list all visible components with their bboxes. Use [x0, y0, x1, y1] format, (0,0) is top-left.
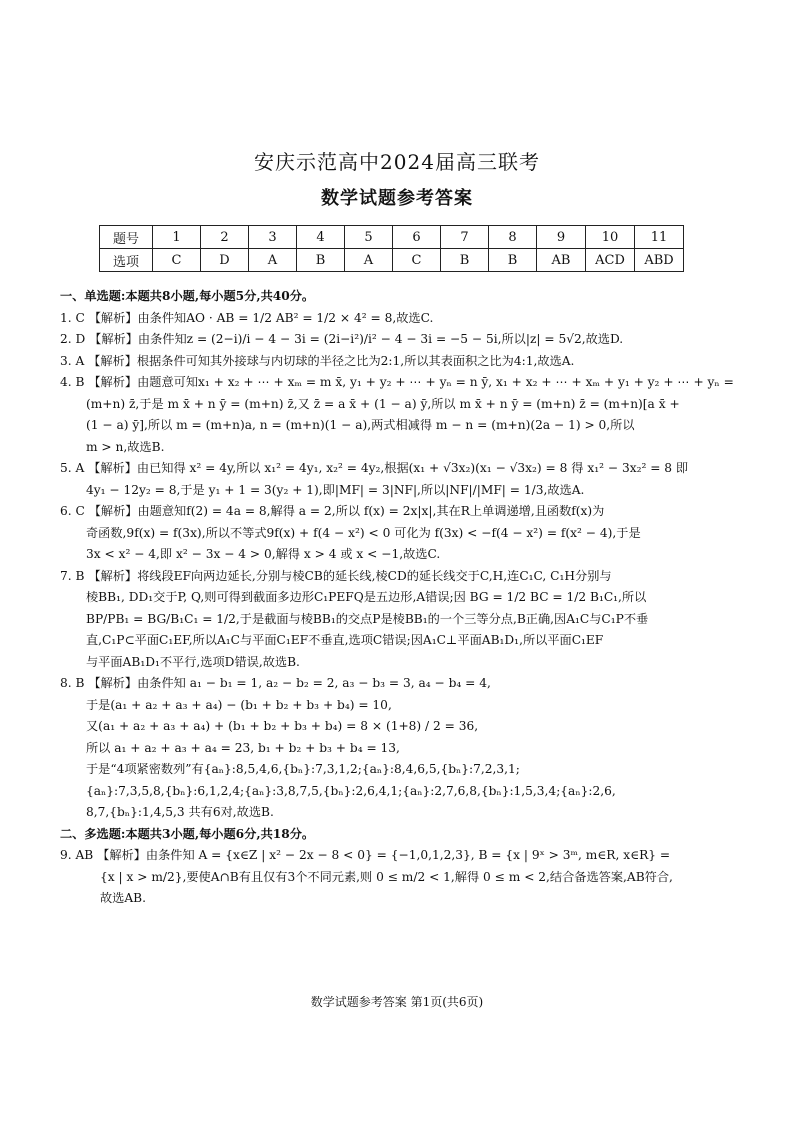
solution-line: 5. A 【解析】由已知得 x² = 4y,所以 x₁² = 4y₁, x₂² = 4y₂,根据(x₁ + √3x₂)(x₁ − √3x₂) = 8 得 x₁² − 3x₂² = 8 即 — [60, 461, 689, 475]
solution-line: 3x < x² − 4,即 x² − 3x − 4 > 0,解得 x > 4 或 x < −1,故选C. — [86, 547, 441, 561]
table-cell: 5 — [345, 226, 393, 249]
solution-line: 奇函数,9f(x) = f(3x),所以不等式9f(x) + f(4 − x²) < 0 可化为 f(3x) < −f(4 − x²) = f(x² − 4),于是 — [86, 525, 641, 540]
table-cell: 6 — [393, 226, 441, 249]
solution-line: 8. B 【解析】由条件知 a₁ − b₁ = 1, a₂ − b₂ = 2, a₃ − b₃ = 3, a₄ − b₄ = 4, — [60, 676, 491, 690]
table-cell: 10 — [586, 226, 635, 249]
solution-line: 7. B 【解析】将线段EF向两边延长,分别与棱CB的延长线,棱CD的延长线交于C,H,连C₁C, C₁H分别与 — [60, 568, 612, 583]
solution-q6 — [60, 501, 740, 566]
table-cell: 7 — [441, 226, 489, 249]
table-cell: A — [345, 249, 393, 272]
solution-q2: 2. D 【解析】由条件知z = (2−i)/i − 4 − 3i = (2i−i²)/i² − 4 − 3i = −5 − 5i,所以|z| = 5√2,故选D. — [60, 332, 624, 346]
section-heading-single-choice: 一、单选题:本题共8小题,每小题5分,共40分。 — [60, 289, 315, 303]
solution-q4 — [60, 372, 740, 458]
solution-line: 又(a₁ + a₂ + a₃ + a₄) + (b₁ + b₂ + b₃ + b₄) = 8 × (1+8) / 2 = 36, — [86, 719, 479, 733]
solution-line: 所以 a₁ + a₂ + a₃ + a₄ = 23, b₁ + b₂ + b₃ + b₄ = 13, — [86, 740, 400, 755]
solution-line: (m+n) z̄,于是 m x̄ + n ȳ = (m+n) z̄,又 z̄ = a x̄ + (1 − a) ȳ,所以 m x̄ + n ȳ = (m+n) z̄ = (m+n)[a x̄ + — [86, 396, 680, 411]
solution-line: {x | x > m/2},要使A∩B有且仅有3个不同元素,则 0 ≤ m/2 < 1,解得 0 ≤ m < 2,结合备选答案,AB符合, — [100, 869, 673, 884]
solution-line: BP/PB₁ = BG/B₁C₁ = 1/2,于是截面与棱BB₁的交点P是棱BB₁的一个三等分点,B正确,因A₁C与C₁P不垂 — [86, 611, 649, 626]
row-label-number: 题号 — [100, 226, 153, 249]
table-cell: B — [441, 249, 489, 272]
table-cell: 9 — [537, 226, 586, 249]
table-cell: B — [297, 249, 345, 272]
table-cell: C — [153, 249, 201, 272]
table-cell: B — [489, 249, 537, 272]
table-cell: 8 — [489, 226, 537, 249]
solution-line: 于是“4项紧密数列”有{aₙ}:8,5,4,6,{bₙ}:7,3,1,2;{aₙ}:8,4,6,5,{bₙ}:7,2,3,1; — [86, 762, 520, 776]
table-cell: D — [201, 249, 249, 272]
table-cell: 2 — [201, 226, 249, 249]
solution-line: 棱BB₁, DD₁交于P, Q,则可得到截面多边形C₁PEFQ是五边形,A错误;因 BG = 1/2 BC = 1/2 B₁C₁,所以 — [86, 590, 647, 604]
row-label-answer: 选项 — [100, 249, 153, 272]
section-heading-multi-choice: 二、多选题:本题共3小题,每小题6分,共18分。 — [60, 826, 315, 841]
page-footer: 数学试题参考答案 第1页(共6页) — [310, 995, 484, 1009]
solution-line: 直,C₁P⊂平面C₁EF,所以A₁C与平面C₁EF不垂直,选项C错误;因A₁C⊥平面AB₁D₁,所以平面C₁EF — [86, 633, 604, 647]
solution-q5 — [60, 458, 740, 501]
solution-line: (1 − a) ȳ],所以 m = (m+n)a, n = (m+n)(1 − a),两式相减得 m − n = (m+n)(2a − 1) > 0,所以 — [86, 418, 635, 432]
solution-q7 — [60, 566, 740, 674]
solution-q3: 3. A 【解析】根据条件可知其外接球与内切球的半径之比为2:1,所以其表面积之比为4:1,故选A. — [60, 353, 575, 368]
solution-line: 4. B 【解析】由题意可知x₁ + x₂ + ⋯ + xₘ = m x̄, y₁ + y₂ + ⋯ + yₙ = n ȳ, x₁ + x₂ + ⋯ + xₘ + y₁ + y₂ + ⋯ + yₙ = — [60, 375, 734, 389]
page-title: 安庆示范高中2024届高三联考 — [254, 150, 540, 174]
solution-q1: 1. C 【解析】由条件知AO · AB = 1/2 AB² = 1/2 × 4² = 8,故选C. — [60, 310, 434, 325]
solution-line: 于是(a₁ + a₂ + a₃ + a₄) − (b₁ + b₂ + b₃ + b₄) = 10, — [86, 697, 392, 712]
solution-line: 故选AB. — [100, 891, 147, 905]
table-cell: 4 — [297, 226, 345, 249]
solution-q8 — [60, 673, 740, 824]
solution-line: 与平面AB₁D₁不平行,选项D错误,故选B. — [86, 654, 300, 669]
table-cell: 11 — [635, 226, 684, 249]
table-row-answers — [100, 249, 684, 272]
table-cell: C — [393, 249, 441, 272]
solution-line: 8,7,{bₙ}:1,4,5,3 共有6对,故选B. — [86, 805, 274, 819]
table-cell: AB — [537, 249, 586, 272]
solution-line: 4y₁ − 12y₂ = 8,于是 y₁ + 1 = 3(y₂ + 1),即|MF| = 3|NF|,所以|NF|/|MF| = 1/3,故选A. — [86, 482, 585, 497]
page-subtitle: 数学试题参考答案 — [321, 188, 473, 209]
solutions-body — [60, 286, 740, 910]
table-row-numbers — [100, 226, 684, 249]
table-cell: ACD — [586, 249, 635, 272]
solution-line: {aₙ}:7,3,5,8,{bₙ}:6,1,2,4;{aₙ}:3,8,7,5,{bₙ}:2,6,4,1;{aₙ}:2,7,6,8,{bₙ}:1,5,3,4;{aₙ}:2,6, — [86, 783, 616, 798]
solution-line: m > n,故选B. — [86, 439, 165, 454]
table-cell: A — [249, 249, 297, 272]
solution-line: 9. AB 【解析】由条件知 A = {x∈Z | x² − 2x − 8 < 0} = {−1,0,1,2,3}, B = {x | 9ˣ > 3ᵐ, m∈R, x∈R} = — [60, 848, 671, 862]
table-cell: ABD — [635, 249, 684, 272]
solution-q9 — [60, 845, 740, 910]
table-cell: 3 — [249, 226, 297, 249]
answer-table — [99, 225, 684, 272]
solution-line: 6. C 【解析】由题意知f(2) = 4a = 8,解得 a = 2,所以 f(x) = 2x|x|,其在R上单调递增,且函数f(x)为 — [60, 504, 605, 518]
table-cell: 1 — [153, 226, 201, 249]
